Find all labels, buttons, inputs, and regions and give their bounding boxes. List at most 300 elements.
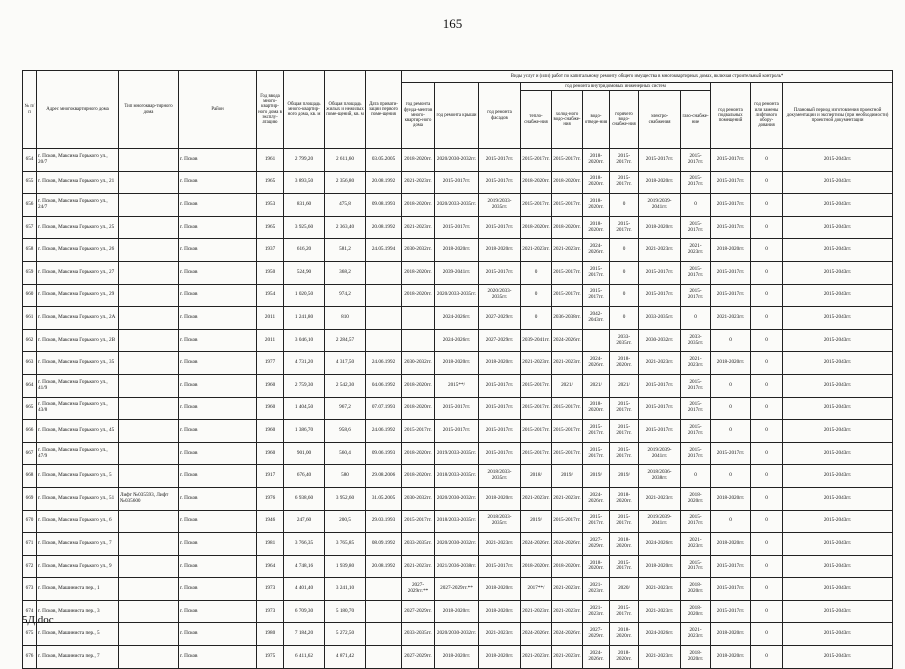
cell-total-area: 524,90 <box>284 261 325 284</box>
cell-district: г. Псков <box>179 329 257 352</box>
cell-cold-water: 2024-2026гг. <box>552 533 583 556</box>
cell-planned: 2015-2043гг. <box>783 374 893 397</box>
cell-total-area: 247,60 <box>284 510 325 533</box>
cell-num: 662 <box>23 329 37 352</box>
cell-facade: 2015-2017гг. <box>479 420 521 443</box>
cell-privatization: 20.08.1992 <box>366 555 402 578</box>
cell-heat: 0 <box>521 261 552 284</box>
cell-drainage: 2021-2023гг. <box>583 600 610 623</box>
cell-electric: 2015-2017гг. <box>639 420 681 443</box>
cell-foundation: 2027-2029гг. <box>402 600 435 623</box>
cell-drainage: 2018-2020гг. <box>583 171 610 194</box>
cell-living-area: 974,2 <box>325 284 366 307</box>
cell-drainage: 2042-2043гг. <box>583 307 610 330</box>
cell-living-area: 2 542,30 <box>325 374 366 397</box>
cell-elevator: 0 <box>751 578 783 601</box>
col-district-header: Район <box>179 71 257 149</box>
cell-total-area: 2 759,30 <box>284 374 325 397</box>
cell-heat: 2015-2017гг. <box>521 442 552 465</box>
cell-year: 1953 <box>257 194 284 217</box>
cell-cold-water: 2015-2017гг. <box>552 442 583 465</box>
cell-planned: 2015-2043гг. <box>783 352 893 375</box>
cell-planned: 2015-2043гг. <box>783 487 893 510</box>
cell-cold-water: 2024-2026гг. <box>552 623 583 646</box>
cell-num: 671 <box>23 533 37 556</box>
cell-hot-water: 2015-2017гг. <box>610 149 639 172</box>
cell-drainage: 2019/ <box>583 465 610 488</box>
cell-privatization: 03.05.2005 <box>366 149 402 172</box>
cell-num: 669 <box>23 487 37 510</box>
cell-total-area: 4 401,40 <box>284 578 325 601</box>
cell-num: 665 <box>23 397 37 420</box>
cell-privatization: 24.05.1994 <box>366 239 402 262</box>
table-row <box>23 646 893 669</box>
cell-house-type <box>119 420 179 443</box>
col-total-area-header: Общая площадь много-квартир-ного дома, кв. м <box>284 71 325 149</box>
cell-planned: 2015-2043гг. <box>783 533 893 556</box>
cell-elevator: 0 <box>751 555 783 578</box>
cell-elevator: 0 <box>751 623 783 646</box>
cell-foundation: 2015-2017гг. <box>402 510 435 533</box>
cell-total-area: 6 938,60 <box>284 487 325 510</box>
cell-basement: 2018-2020гг. <box>711 352 751 375</box>
cell-living-area: 1 939,80 <box>325 555 366 578</box>
cell-house-type <box>119 578 179 601</box>
cell-district: г. Псков <box>179 420 257 443</box>
cell-planned: 2015-2043гг. <box>783 307 893 330</box>
cell-foundation <box>402 329 435 352</box>
cell-num: 660 <box>23 284 37 307</box>
cell-num: 670 <box>23 510 37 533</box>
col-roof-header: год ремонта крыши <box>435 83 479 149</box>
cell-foundation: 2018-2020гг. <box>402 284 435 307</box>
cell-gas: 2015-2017гг. <box>681 149 711 172</box>
cell-living-area: 3 241,10 <box>325 578 366 601</box>
cell-hot-water: 2018-2020гг. <box>610 487 639 510</box>
cell-roof: 2015-2017гг. <box>435 420 479 443</box>
cell-hot-water: 2018-2020гг. <box>610 533 639 556</box>
cell-facade: 2027-2029гг. <box>479 329 521 352</box>
cell-electric: 2015-2017гг. <box>639 374 681 397</box>
cell-heat: 2021-2023гг. <box>521 352 552 375</box>
cell-num: 661 <box>23 307 37 330</box>
cell-year: 1977 <box>257 352 284 375</box>
cell-elevator: 0 <box>751 397 783 420</box>
cell-privatization <box>366 284 402 307</box>
cell-heat: 0 <box>521 307 552 330</box>
cell-total-area: 901,00 <box>284 442 325 465</box>
cell-facade: 2015-2017гг. <box>479 397 521 420</box>
cell-hot-water: 0 <box>610 261 639 284</box>
cell-house-type <box>119 442 179 465</box>
table-row <box>23 239 893 262</box>
cell-heat: 2021-2023гг. <box>521 239 552 262</box>
col-house-type-header: Тип многоквар-тирного дома <box>119 71 179 149</box>
col-num-header: № п/п <box>23 71 37 149</box>
cell-living-area: 3 952,60 <box>325 487 366 510</box>
cell-gas: 2015-2017гг. <box>681 284 711 307</box>
cell-basement: 0 <box>711 374 751 397</box>
cell-drainage: 2024-2026гг. <box>583 239 610 262</box>
cell-num: 663 <box>23 352 37 375</box>
cell-foundation: 2015-2017гг. <box>402 420 435 443</box>
cell-facade: 2018-2020гг. <box>479 578 521 601</box>
cell-gas: 2018-2020гг. <box>681 578 711 601</box>
cell-total-area: 1 020,50 <box>284 284 325 307</box>
cell-drainage: 2015-2017гг. <box>583 510 610 533</box>
cell-foundation: 2033-2035гг. <box>402 533 435 556</box>
cell-cold-water: 2015-2017гг. <box>552 194 583 217</box>
cell-basement: 2015-2017гг. <box>711 216 751 239</box>
col-elevator-header: год ремонта или замены лифтового обору-дования <box>751 83 783 149</box>
cell-drainage: 2024-2026гг. <box>583 646 610 669</box>
cell-basement: 2015-2017гг. <box>711 261 751 284</box>
table-container <box>22 70 892 669</box>
cell-address: г. Псков, Максима Горького ул., 29 <box>37 284 119 307</box>
cell-living-area: 580 <box>325 465 366 488</box>
cell-year: 1965 <box>257 216 284 239</box>
cell-facade: 2018-2020гг. <box>479 487 521 510</box>
cell-roof: 2018/2033-2035гг. <box>435 510 479 533</box>
cell-gas: 2015-2017гг. <box>681 442 711 465</box>
cell-planned: 2015-2043гг. <box>783 578 893 601</box>
cell-address: г. Псков, Максима Горького ул., 20/7 <box>37 149 119 172</box>
cell-basement: 0 <box>711 465 751 488</box>
cell-cold-water: 2024-2026гг. <box>552 329 583 352</box>
cell-heat: 2015-2017гг. <box>521 194 552 217</box>
cell-drainage: 2018-2020гг. <box>583 555 610 578</box>
cell-electric: 2019/2039-2041гг. <box>639 510 681 533</box>
cell-cold-water: 2021-2023гг. <box>552 487 583 510</box>
cell-hot-water: 2021/ <box>610 374 639 397</box>
cell-gas: 2018-2020гг. <box>681 487 711 510</box>
cell-cold-water: 2015-2017гг. <box>552 149 583 172</box>
cell-facade: 2021-2023гг. <box>479 623 521 646</box>
cell-year: 2011 <box>257 307 284 330</box>
cell-privatization: 29.08.2006 <box>366 465 402 488</box>
cell-hot-water: 2018-2020гг. <box>610 623 639 646</box>
cell-roof: 2015**/ <box>435 374 479 397</box>
cell-cold-water: 2036-2038гг. <box>552 307 583 330</box>
cell-house-type: Лифт №035593, Лифт №035600 <box>119 487 179 510</box>
cell-roof: 2024-2026гг. <box>435 307 479 330</box>
cell-living-area: 2 611,60 <box>325 149 366 172</box>
cell-living-area: 967,2 <box>325 397 366 420</box>
cell-heat: 2018-2020гг. <box>521 171 552 194</box>
cell-district: г. Псков <box>179 171 257 194</box>
cell-address: г. Псков, Максима Горького ул., 35 <box>37 352 119 375</box>
cell-facade: 2015-2017гг. <box>479 149 521 172</box>
cell-hot-water: 0 <box>610 307 639 330</box>
cell-heat: 0 <box>521 284 552 307</box>
cell-district: г. Псков <box>179 465 257 488</box>
cell-heat: 2015-2017гг. <box>521 420 552 443</box>
cell-basement: 2015-2017гг. <box>711 149 751 172</box>
cell-elevator: 0 <box>751 239 783 262</box>
col-hot-water-header: горячего водо-снабже-ния <box>610 91 639 149</box>
cell-planned: 2015-2043гг. <box>783 284 893 307</box>
table-row <box>23 307 893 330</box>
cell-year: 1964 <box>257 555 284 578</box>
col-planned-header: Плановый период изготовления проектной документации и экспертизы (при необходимости) проектной документации <box>783 83 893 149</box>
table-row <box>23 465 893 488</box>
cell-roof: 2018-2020гг. <box>435 600 479 623</box>
cell-elevator: 0 <box>751 149 783 172</box>
cell-year: 1976 <box>257 487 284 510</box>
cell-house-type <box>119 510 179 533</box>
cell-year: 1960 <box>257 420 284 443</box>
cell-house-type <box>119 284 179 307</box>
cell-elevator: 0 <box>751 329 783 352</box>
cell-num: 676 <box>23 646 37 669</box>
cell-planned: 2015-2043гг. <box>783 261 893 284</box>
cell-foundation: 2030-2032гг. <box>402 352 435 375</box>
cell-gas: 0 <box>681 194 711 217</box>
cell-address: г. Псков, Машинистa пер., 1 <box>37 578 119 601</box>
cell-house-type <box>119 194 179 217</box>
cell-heat: 2015-2017гг. <box>521 149 552 172</box>
col-living-area-header: Общая площадь жилых и нежилых поме-щений, кв. м <box>325 71 366 149</box>
cell-electric: 2021-2023гг. <box>639 646 681 669</box>
cell-foundation: 2027-2029гг.** <box>402 578 435 601</box>
cell-hot-water: 2015-2017гг. <box>610 420 639 443</box>
cell-year: 1960 <box>257 374 284 397</box>
cell-elevator: 0 <box>751 194 783 217</box>
cell-total-area: 1 386,70 <box>284 420 325 443</box>
cell-gas: 0 <box>681 307 711 330</box>
cell-elevator: 0 <box>751 216 783 239</box>
cell-foundation: 2018-2020гг. <box>402 261 435 284</box>
cell-district: г. Псков <box>179 149 257 172</box>
cell-facade: 2019/2033-2035гг. <box>479 194 521 217</box>
cell-living-area: 810 <box>325 307 366 330</box>
cell-electric: 2019/2039-2041гг. <box>639 442 681 465</box>
cell-cold-water: 2021-2023гг. <box>552 239 583 262</box>
cell-facade: 2015-2017гг. <box>479 442 521 465</box>
cell-total-area: 6 709,30 <box>284 600 325 623</box>
cell-num: 655 <box>23 171 37 194</box>
cell-address: г. Псков, Максима Горького ул., 51 <box>37 487 119 510</box>
cell-year: 1975 <box>257 646 284 669</box>
cell-basement: 2015-2017гг. <box>711 194 751 217</box>
cell-electric: 2033-2035гг. <box>639 307 681 330</box>
cell-gas: 2015-2017гг. <box>681 555 711 578</box>
table-row <box>23 533 893 556</box>
cell-electric: 2018/2036-2038гг. <box>639 465 681 488</box>
table-row <box>23 284 893 307</box>
cell-privatization: 07.07.1993 <box>366 397 402 420</box>
cell-drainage: 2015-2017гг. <box>583 420 610 443</box>
cell-address: г. Псков, Максима Горького ул., 24/7 <box>37 194 119 217</box>
cell-year: 1973 <box>257 578 284 601</box>
cell-roof: 2015-2017гг. <box>435 171 479 194</box>
cell-foundation: 2033-2035гг. <box>402 623 435 646</box>
cell-total-area: 3 925,60 <box>284 216 325 239</box>
cell-roof: 2024-2026гг. <box>435 329 479 352</box>
repair-schedule-table <box>22 70 893 669</box>
cell-address: г. Псков, Максима Горького ул., 41/9 <box>37 374 119 397</box>
cell-district: г. Псков <box>179 555 257 578</box>
cell-district: г. Псков <box>179 352 257 375</box>
table-row <box>23 487 893 510</box>
cell-planned: 2015-2043гг. <box>783 216 893 239</box>
cell-hot-water: 2015-2017гг. <box>610 600 639 623</box>
col-facade-header: год ремонта фасадов <box>479 83 521 149</box>
table-row <box>23 397 893 420</box>
cell-hot-water: 2015-2017гг. <box>610 397 639 420</box>
cell-year: 1960 <box>257 442 284 465</box>
cell-num: 672 <box>23 555 37 578</box>
cell-basement: 2018-2020гг. <box>711 646 751 669</box>
cell-address: г. Псков, Машинистa пер., 7 <box>37 646 119 669</box>
cell-house-type <box>119 307 179 330</box>
cell-basement: 2015-2017гг. <box>711 578 751 601</box>
cell-living-area: 5 180,70 <box>325 600 366 623</box>
cell-house-type <box>119 171 179 194</box>
cell-roof: 2018-2020гг. <box>435 646 479 669</box>
cell-heat: 2017**/ <box>521 578 552 601</box>
cell-cold-water: 2021/ <box>552 374 583 397</box>
cell-foundation: 2027-2029гг. <box>402 646 435 669</box>
cell-roof: 2020/2033-2035гг. <box>435 284 479 307</box>
cell-electric: 2018-2020гг. <box>639 171 681 194</box>
cell-address: г. Псков, Машинистa пер., 5 <box>37 623 119 646</box>
cell-living-area: 581,2 <box>325 239 366 262</box>
cell-drainage: 2018-2020гг. <box>583 194 610 217</box>
cell-electric: 2024-2026гг. <box>639 533 681 556</box>
cell-drainage: 2021-2023гг. <box>583 578 610 601</box>
cell-total-area: 676,40 <box>284 465 325 488</box>
cell-heat: 2021-2023гг. <box>521 600 552 623</box>
cell-year: 1917 <box>257 465 284 488</box>
cell-foundation: 2018-2020гг. <box>402 149 435 172</box>
cell-planned: 2015-2043гг. <box>783 646 893 669</box>
cell-district: г. Псков <box>179 261 257 284</box>
cell-elevator: 0 <box>751 352 783 375</box>
cell-basement: 2018-2020гг. <box>711 239 751 262</box>
cell-house-type <box>119 261 179 284</box>
cell-planned: 2015-2043гг. <box>783 239 893 262</box>
cell-address: г. Псков, Машинистa пер., 3 <box>37 600 119 623</box>
cell-privatization: 08.09.1992 <box>366 533 402 556</box>
cell-house-type <box>119 149 179 172</box>
cell-planned: 2015-2043гг. <box>783 623 893 646</box>
cell-electric: 2015-2017гг. <box>639 261 681 284</box>
cell-heat: 2018-2020гг. <box>521 216 552 239</box>
cell-roof: 2039-2041гг. <box>435 261 479 284</box>
cell-total-area: 2 799,20 <box>284 149 325 172</box>
cell-year: 2011 <box>257 329 284 352</box>
cell-elevator: 0 <box>751 171 783 194</box>
cell-address: г. Псков, Максима Горького ул., 26 <box>37 239 119 262</box>
cell-privatization <box>366 578 402 601</box>
cell-hot-water: 2033-2035гг. <box>610 329 639 352</box>
cell-heat: 2021-2023гг. <box>521 646 552 669</box>
cell-hot-water: 2018-2020гг. <box>610 646 639 669</box>
cell-num: 667 <box>23 442 37 465</box>
cell-electric: 2021-2023гг. <box>639 578 681 601</box>
cell-roof: 2020/2030-2032гг. <box>435 149 479 172</box>
cell-cold-water: 2021-2023гг. <box>552 352 583 375</box>
table-row <box>23 261 893 284</box>
cell-living-area: 200,5 <box>325 510 366 533</box>
cell-total-area: 3 046,10 <box>284 329 325 352</box>
table-row <box>23 600 893 623</box>
col-electric-header: электро-снабжения <box>639 91 681 149</box>
table-row <box>23 374 893 397</box>
cell-living-area: 4 317,50 <box>325 352 366 375</box>
systems-group-header: год ремонта внутридомовых инженерных систем <box>521 83 711 91</box>
cell-privatization <box>366 307 402 330</box>
cell-year: 1950 <box>257 261 284 284</box>
cell-hot-water: 2015-2017гг. <box>610 510 639 533</box>
cell-cold-water: 2015-2017гг. <box>552 510 583 533</box>
table-row <box>23 623 893 646</box>
cell-facade: 2015-2017гг. <box>479 555 521 578</box>
cell-basement: 0 <box>711 329 751 352</box>
cell-cold-water: 2015-2017гг. <box>552 261 583 284</box>
cell-house-type <box>119 374 179 397</box>
cell-house-type <box>119 555 179 578</box>
cell-gas: 2015-2017гг. <box>681 216 711 239</box>
cell-gas: 0 <box>681 465 711 488</box>
cell-total-area: 4 748,16 <box>284 555 325 578</box>
cell-foundation: 2018-2020гг. <box>402 442 435 465</box>
cell-num: 656 <box>23 194 37 217</box>
cell-total-area: 3 893,50 <box>284 171 325 194</box>
cell-address: г. Псков, Максима Горького ул., 45 <box>37 420 119 443</box>
cell-electric: 2021-2023гг. <box>639 352 681 375</box>
cell-living-area: 958,6 <box>325 420 366 443</box>
cell-drainage <box>583 329 610 352</box>
cell-privatization: 24.06.1992 <box>366 352 402 375</box>
cell-drainage: 2018-2020гг. <box>583 216 610 239</box>
table-row <box>23 510 893 533</box>
cell-address: г. Псков, Максима Горького ул., 27 <box>37 261 119 284</box>
cell-living-area: 368,2 <box>325 261 366 284</box>
cell-drainage: 2015-2017гг. <box>583 442 610 465</box>
cell-electric: 2015-2017гг. <box>639 397 681 420</box>
cell-district: г. Псков <box>179 284 257 307</box>
cell-address: г. Псков, Максима Горького ул., 43/8 <box>37 397 119 420</box>
cell-foundation: 2018-2020гг. <box>402 194 435 217</box>
cell-foundation: 2018-2020гг. <box>402 374 435 397</box>
cell-cold-water: 2019/ <box>552 465 583 488</box>
cell-foundation: 2021-2023гг. <box>402 171 435 194</box>
table-body <box>23 149 893 669</box>
cell-privatization <box>366 600 402 623</box>
cell-planned: 2015-2043гг. <box>783 329 893 352</box>
col-drainage-header: водо-отведе-ния <box>583 91 610 149</box>
cell-roof: 2020/2030-2032гг. <box>435 623 479 646</box>
cell-elevator: 0 <box>751 510 783 533</box>
cell-address: г. Псков, Максима Горького ул., 6 <box>37 510 119 533</box>
cell-heat: 2018/ <box>521 465 552 488</box>
cell-num: 674 <box>23 600 37 623</box>
cell-house-type <box>119 646 179 669</box>
cell-house-type <box>119 397 179 420</box>
cell-planned: 2015-2043гг. <box>783 510 893 533</box>
cell-gas: 2033-2035гг. <box>681 329 711 352</box>
cell-year: 1954 <box>257 284 284 307</box>
cell-district: г. Псков <box>179 307 257 330</box>
cell-roof: 2021/2036-2038гг. <box>435 555 479 578</box>
cell-drainage: 2027-2029гг. <box>583 623 610 646</box>
cell-district: г. Псков <box>179 442 257 465</box>
cell-district: г. Псков <box>179 533 257 556</box>
cell-total-area: 7 184,20 <box>284 623 325 646</box>
cell-drainage: 2018-2020гг. <box>583 397 610 420</box>
